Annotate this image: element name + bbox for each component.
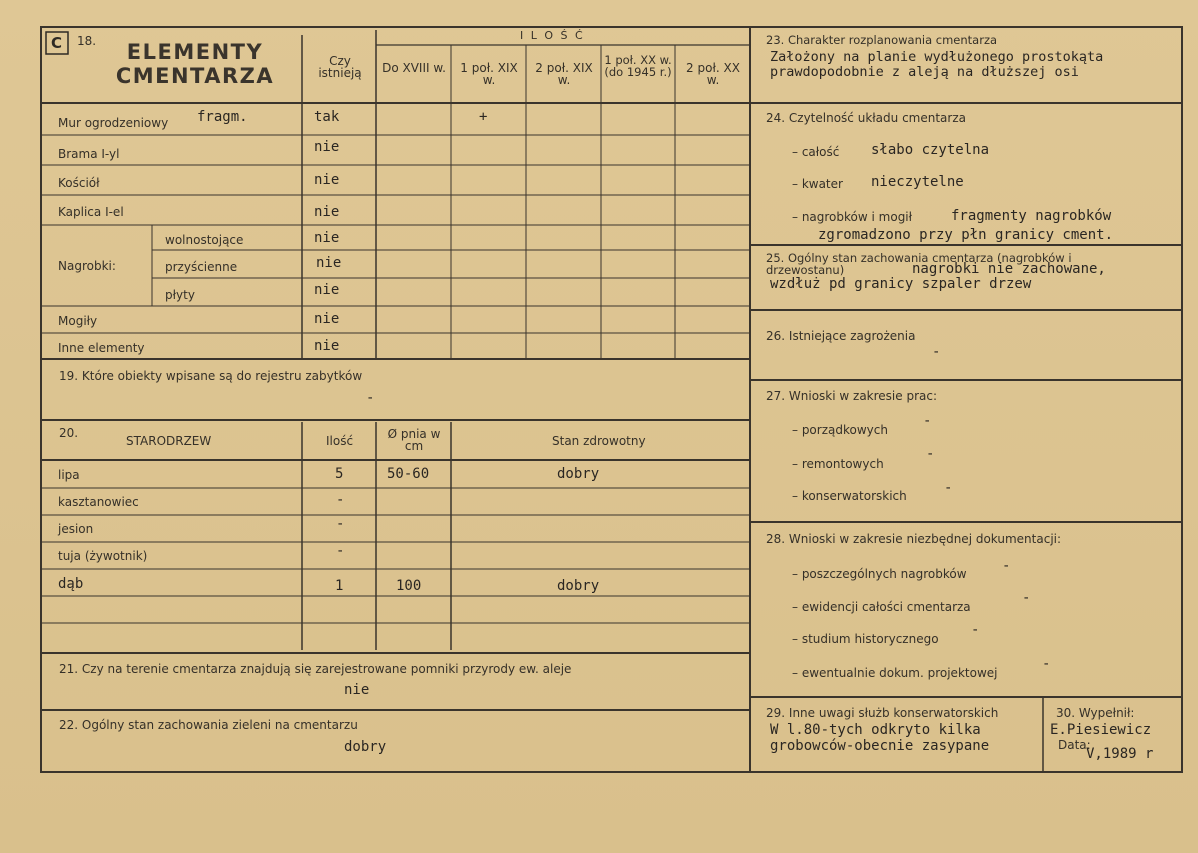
col-period-3: 2 poł. XIX w.: [535, 61, 593, 87]
tree-name-ash: jesion: [58, 522, 94, 536]
section-badge: C: [51, 34, 63, 52]
col-qty-header: Ilość: [326, 434, 354, 448]
title-line-2: CMENTARZA: [115, 64, 275, 88]
tree-name-thuja: tuja (żywotnik): [58, 549, 148, 563]
tree-health-linden: dobry: [557, 466, 600, 482]
row-label-slabs: płyty: [165, 288, 195, 302]
tree-name-chestnut: kasztanowiec: [58, 495, 139, 509]
works-renovation-label: – remontowych: [792, 457, 884, 471]
works-conservation-label: – konserwatorskich: [792, 489, 907, 503]
section-20-title: STARODRZEW: [126, 434, 212, 448]
row-label-wall-mounted: przyścienne: [165, 260, 238, 274]
section-29-line-1: W l.80-tych odkryto kilka: [770, 722, 981, 738]
legibility-graves-value: fragmenty nagrobków: [951, 208, 1112, 224]
section-23-label: 23. Charakter rozplanowania cmentarza: [766, 33, 998, 47]
group-label-gravestones: Nagrobki:: [58, 259, 116, 273]
exists-church: nie: [314, 172, 340, 188]
doc-historical-label: – studium historycznego: [792, 632, 939, 646]
doc-records-label: – ewidencji całości cmentarza: [792, 600, 971, 614]
section-29-line-2: grobowców-obecnie zasypane: [770, 738, 990, 754]
row-label-other: Inne elementy: [58, 341, 145, 355]
section-18-number: 18.: [77, 34, 97, 48]
exists-other: nie: [314, 338, 340, 354]
exists-wall-mounted: nie: [316, 255, 342, 271]
section-20-number: 20.: [59, 426, 79, 440]
legibility-graves-label: – nagrobków i mogił: [792, 210, 913, 224]
section-26-label: 26. Istniejące zagrożenia: [766, 329, 916, 343]
row-label-gate: Brama I-yl: [58, 147, 120, 161]
doc-historical-value: -: [971, 622, 980, 638]
filled-by-name: E.Piesiewicz: [1050, 722, 1152, 738]
date-label: Data:: [1058, 738, 1091, 752]
section-26-value: -: [932, 344, 941, 360]
row-note-wall: fragm.: [197, 109, 248, 125]
legibility-quarters-label: – kwater: [792, 177, 843, 191]
section-25-line-1: nagrobki nie zachowane,: [912, 261, 1106, 277]
tree-qty-linden: 5: [335, 466, 344, 482]
section-28-label: 28. Wnioski w zakresie niezbędnej dokumentacji:: [766, 532, 1062, 546]
title-line-1: ELEMENTY: [126, 40, 264, 64]
col-period-5: 2 poł. XX w.: [686, 61, 740, 87]
section-25-line-2: wzdłuż pd granicy szpaler drzew: [770, 276, 1032, 292]
section-25-label: 25. Ogólny stan zachowania cmentarza (nagrobków i drzewostanu): [766, 251, 1072, 277]
works-maintenance-value: -: [923, 413, 932, 429]
works-renovation-value: -: [926, 446, 935, 462]
tree-name-linden: lipa: [58, 468, 80, 482]
section-30-label: 30. Wypełnił:: [1056, 706, 1135, 720]
section-23-line-1: Założony na planie wydłużonego prostokąta: [770, 49, 1104, 65]
exists-gate: nie: [314, 139, 340, 155]
section-23-line-2: prawdopodobnie z aleją na dłuższej osi: [770, 64, 1079, 80]
section-21-value: nie: [344, 682, 370, 698]
col-exists-header: Czy istnieją: [318, 54, 362, 80]
section-21-label: 21. Czy na terenie cmentarza znajdują się zarejestrowane pomniki przyrody ew. aleje: [59, 662, 572, 676]
works-conservation-value: -: [944, 480, 953, 496]
exists-slabs: nie: [314, 282, 340, 298]
section-19-value: -: [366, 390, 375, 406]
row-label-graves: Mogiły: [58, 314, 98, 328]
exists-wall: tak: [314, 109, 340, 125]
col-period-2: 1 poł. XIX w.: [460, 61, 518, 87]
section-18-title: [100, 40, 290, 88]
row-label-church: Kościół: [58, 176, 100, 190]
doc-graves-label: – poszczególnych nagrobków: [792, 567, 967, 581]
doc-records-value: -: [1022, 590, 1031, 606]
row-label-freestanding: wolnostojące: [165, 233, 244, 247]
tree-qty-chestnut: -: [336, 492, 345, 508]
row-label-wall: Mur ogrodzeniowy: [58, 116, 169, 130]
tree-health-oak: dobry: [557, 578, 600, 594]
doc-project-value: -: [1042, 656, 1051, 672]
legibility-graves-extra: zgromadzono przy płn granicy cment.: [818, 227, 1114, 243]
exists-chapel: nie: [314, 204, 340, 220]
section-29-label: 29. Inne uwagi służb konserwatorskich: [766, 706, 999, 720]
col-diam-header: Ø pnia w cm: [387, 427, 441, 453]
mark-wall-19c: +: [479, 109, 488, 125]
legibility-whole-label: – całość: [792, 145, 840, 159]
legibility-whole-value: słabo czytelna: [871, 142, 990, 158]
col-health-header: Stan zdrowotny: [552, 434, 646, 448]
exists-freestanding: nie: [314, 230, 340, 246]
ilosc-header: I L O Ś Ć: [520, 29, 585, 42]
tree-qty-ash: -: [336, 516, 345, 532]
legibility-quarters-value: nieczytelne: [871, 174, 964, 190]
exists-graves: nie: [314, 311, 340, 327]
doc-graves-value: -: [1002, 558, 1011, 574]
tree-name-oak: dąb: [58, 576, 84, 592]
tree-diam-oak: 100: [396, 578, 422, 594]
section-24-label: 24. Czytelność układu cmentarza: [766, 111, 966, 125]
section-19-label: 19. Które obiekty wpisane są do rejestru zabytków: [59, 369, 363, 383]
tree-qty-oak: 1: [335, 578, 344, 594]
section-22-value: dobry: [344, 739, 387, 755]
col-period-1: Do XVIII w.: [382, 61, 446, 75]
tree-qty-thuja: -: [336, 543, 345, 559]
section-22-label: 22. Ogólny stan zachowania zieleni na cmentarzu: [59, 718, 358, 732]
date-value: V,1989 r: [1086, 746, 1154, 762]
tree-diam-linden: 50-60: [387, 466, 430, 482]
col-period-4: 1 poł. XX w. (do 1945 r.): [604, 53, 672, 79]
row-label-chapel: Kaplica I-el: [58, 205, 124, 219]
doc-project-label: – ewentualnie dokum. projektowej: [792, 666, 998, 680]
section-27-label: 27. Wnioski w zakresie prac:: [766, 389, 938, 403]
works-maintenance-label: – porządkowych: [792, 423, 888, 437]
